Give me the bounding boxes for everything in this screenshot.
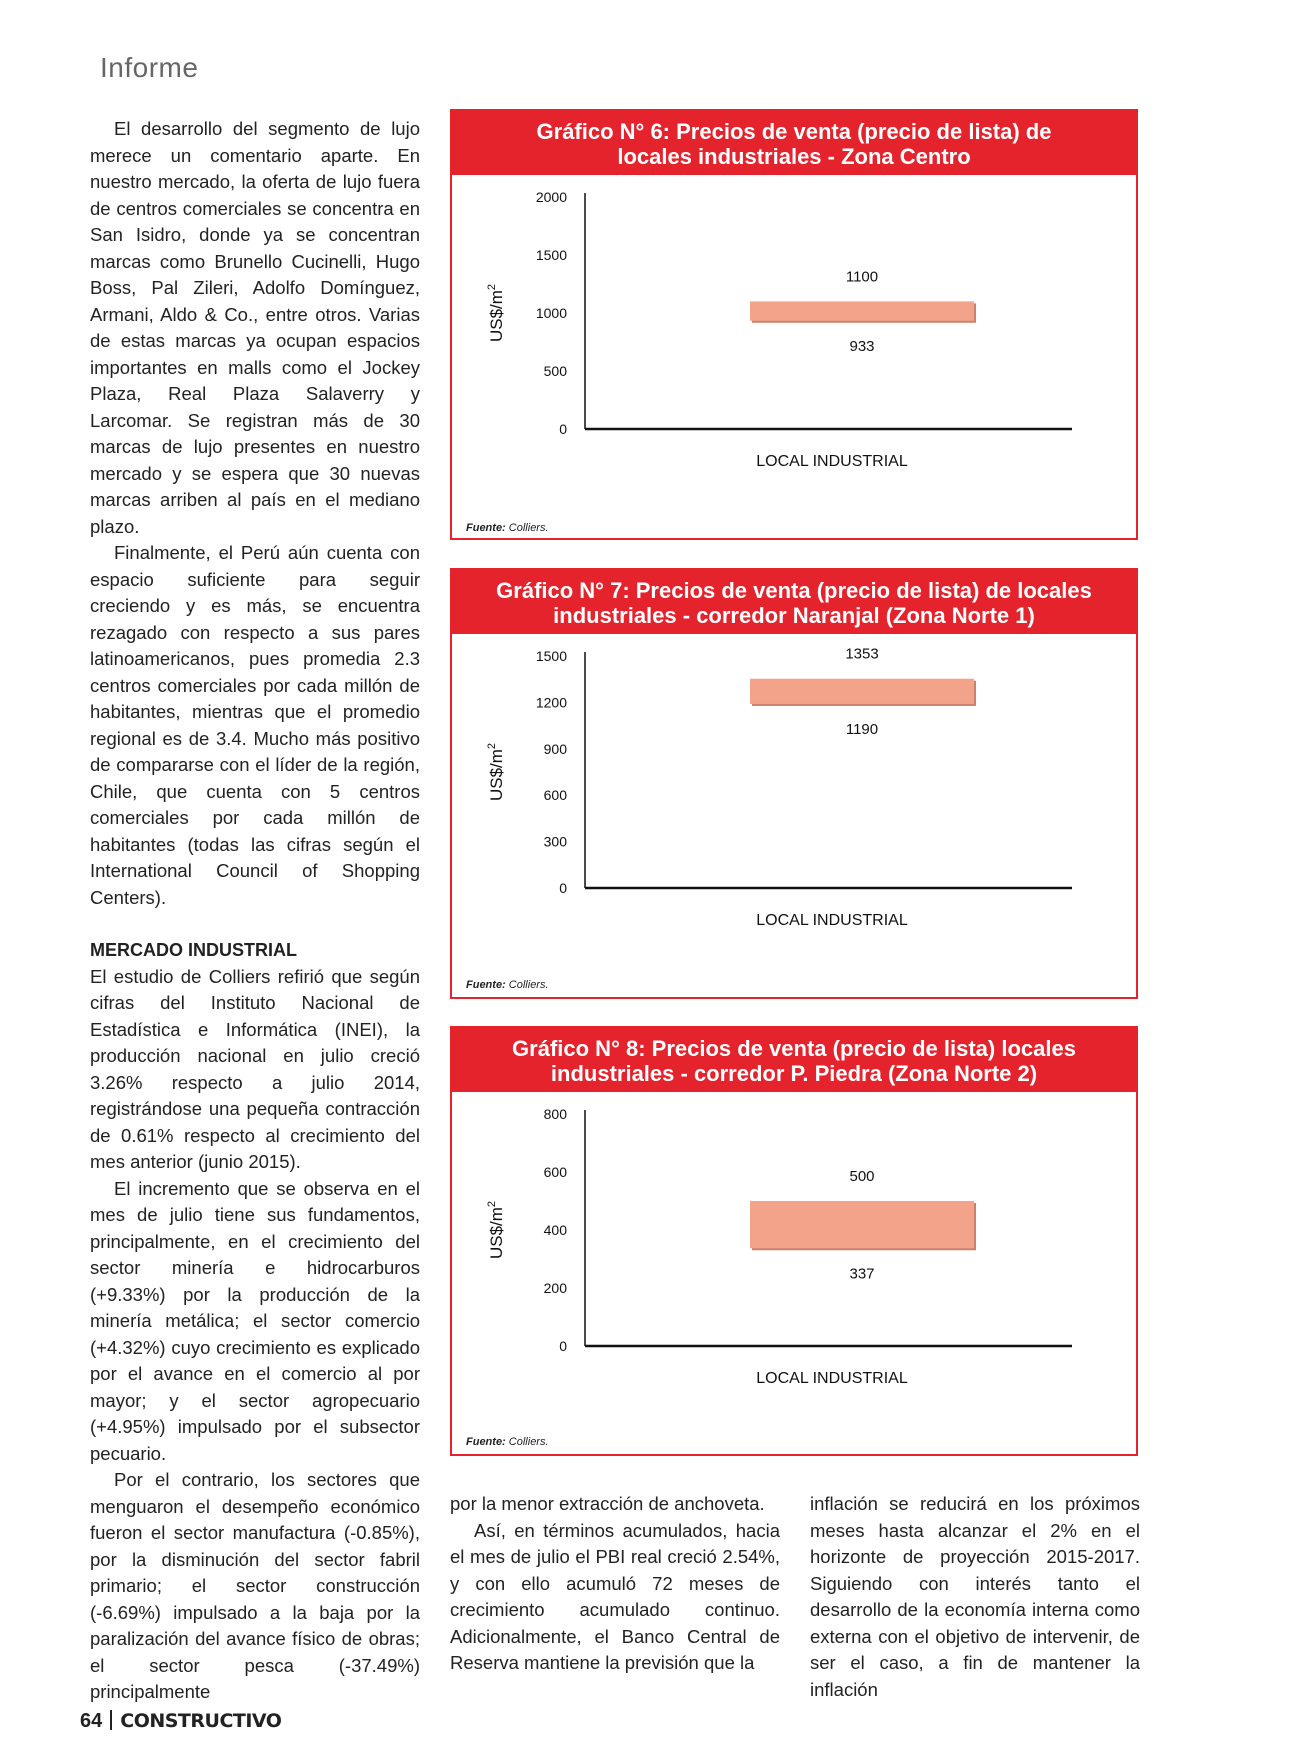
paragraph: El incremento que se observa en el mes de julio tiene sus fundamentos, principalmente, en el crecimiento del sector minería e hidrocarburos (+9.33%) por la producción de la minería metálica; el sector comercio (+4.32%) cuyo crecimiento es explicado por el avance en el comercio al por mayor; y el sector agropecuario (+4.95%) impulsado por el subsector pecuario.: [90, 1177, 420, 1464]
chart-source: Fuente: Colliers.: [466, 522, 549, 534]
article-column-3: [810, 1491, 1140, 1703]
paragraph: El estudio de Colliers refirió que según cifras del Instituto Nacional de Estadística e Informática (INEI), la producción nacional en julio creció 3.26% respecto a julio 2014, registrándose una pequeña contracción de 0.61% respecto al crecimiento del mes anterior (junio 2015).: [90, 965, 420, 1172]
y-tick-label: 2000: [535, 189, 567, 205]
paragraph: Así, en términos acumulados, hacia el mes de julio el PBI real creció 2.54%, y con ello acumuló 72 meses de crecimiento acumulado continuo. Adicionalmente, el Banco Central de Reserva mantiene la previsión que la: [450, 1519, 780, 1673]
paragraph: Por el contrario, los sectores que menguaron el desempeño económico fueron el sector manufactura (-0.85%), por la disminución del sector fabril primario; el sector construcción (-6.69%) impulsado a la baja por la paralización del avance físico de obras; el sector pesca (-37.49%) principalmente: [90, 1469, 420, 1702]
page-number: 64: [80, 1710, 103, 1732]
chart-8: [450, 1026, 1138, 1456]
paragraph: por la menor extracción de anchoveta.: [450, 1493, 765, 1514]
chart-plot: [452, 175, 1136, 485]
x-axis-label: LOCAL INDUSTRIAL: [756, 1370, 908, 1387]
y-tick-label: 600: [543, 1164, 567, 1180]
y-axis-label: $US\$/m^2$: [486, 1200, 506, 1260]
data-label-low: 1190: [845, 720, 879, 738]
chart-source: Fuente: Colliers.: [466, 1436, 549, 1448]
y-tick-label: 300: [543, 833, 567, 850]
chart-6: [450, 109, 1138, 540]
bar: [750, 301, 974, 320]
chart-title: Gráfico N° 8: Precios de venta (precio de lista) locales industriales - corredor P. Piedra (Zona Norte 2): [452, 1028, 1136, 1092]
data-label-high: 500: [849, 1168, 875, 1185]
bar: [750, 679, 974, 704]
data-label-high: 1100: [845, 268, 879, 286]
chart-plot: [452, 634, 1136, 944]
y-axis-label: $US\$/m^2$: [486, 742, 506, 802]
chart-plot: [452, 1092, 1136, 1402]
y-tick-label: 600: [543, 787, 567, 804]
y-tick-label: 500: [543, 363, 567, 379]
y-tick-label: 0: [559, 1338, 567, 1354]
y-tick-label: 1200: [535, 694, 567, 711]
divider: [110, 1710, 112, 1730]
bar: [750, 1201, 974, 1248]
y-axis-label: $US\$/m^2$: [486, 283, 506, 343]
y-tick-label: 0: [559, 421, 567, 437]
article-column-2: [450, 1491, 780, 1677]
y-tick-label: 200: [543, 1280, 567, 1296]
y-tick-label: 900: [543, 740, 567, 757]
chart-source: Fuente: Colliers.: [466, 979, 549, 991]
y-tick-label: 1500: [535, 247, 567, 263]
chart-title: Gráfico N° 6: Precios de venta (precio de lista) de locales industriales - Zona Centro: [452, 111, 1136, 175]
article-column-1: [90, 116, 420, 1706]
y-tick-label: 1000: [535, 305, 567, 321]
paragraph: inflación se reducirá en los próximos meses hasta alcanzar el 2% en el horizonte de proyección 2015-2017. Siguiendo con interés tanto el desarrollo de la economía interna como externa con el objetivo de intervenir, de ser el caso, a fin de mantener la inflación: [810, 1493, 1140, 1700]
y-tick-label: 1500: [535, 648, 567, 664]
chart-title: Gráfico N° 7: Precios de venta (precio de lista) de locales industriales - corredor Naranjal (Zona Norte 1): [452, 570, 1136, 634]
y-tick-label: 0: [559, 880, 567, 896]
x-axis-label: LOCAL INDUSTRIAL: [756, 453, 908, 470]
y-tick-label: 800: [543, 1106, 567, 1122]
section-label: Informe: [100, 52, 199, 83]
paragraph: Finalmente, el Perú aún cuenta con espacio suficiente para seguir creciendo y es más, se encuentra rezagado con respecto a sus pares latinoamericanos, pues promedia 2.3 centros comerciales por cada millón de habitantes, mientras que el promedio regional es de 3.4. Mucho más positivo de compararse con el líder de la región, Chile, que cuenta con 5 centros comerciales por cada millón de habitantes (todas las cifras según el International Council of Shopping Centers).: [90, 542, 420, 908]
subheading: MERCADO INDUSTRIAL: [90, 940, 297, 960]
magazine-name: CONSTRUCTIVO: [120, 1710, 282, 1732]
y-tick-label: 400: [543, 1222, 567, 1238]
data-label-high: 1353: [845, 645, 879, 663]
data-label-low: 933: [849, 337, 875, 355]
paragraph: El desarrollo del segmento de lujo merece un comentario aparte. En nuestro mercado, la oferta de lujo fuera de centros comerciales se concentra en San Isidro, donde ya se concentran marcas como Brunello Cucinelli, Hugo Boss, Pal Zileri, Adolfo Domínguez, Armani, Aldo & Co., entre otros. Varias de estas marcas ya ocupan espacios importantes en malls como el Jockey Plaza, Real Plaza Salaverry y Larcomar. Se registran más de 30 marcas de lujo presentes en nuestro mercado y se espera que 30 nuevas marcas arriben al país en el mediano plazo.: [90, 118, 420, 537]
x-axis-label: LOCAL INDUSTRIAL: [756, 912, 908, 929]
page-footer: [80, 1710, 281, 1733]
data-label-low: 337: [849, 1265, 875, 1283]
chart-7: [450, 568, 1138, 999]
